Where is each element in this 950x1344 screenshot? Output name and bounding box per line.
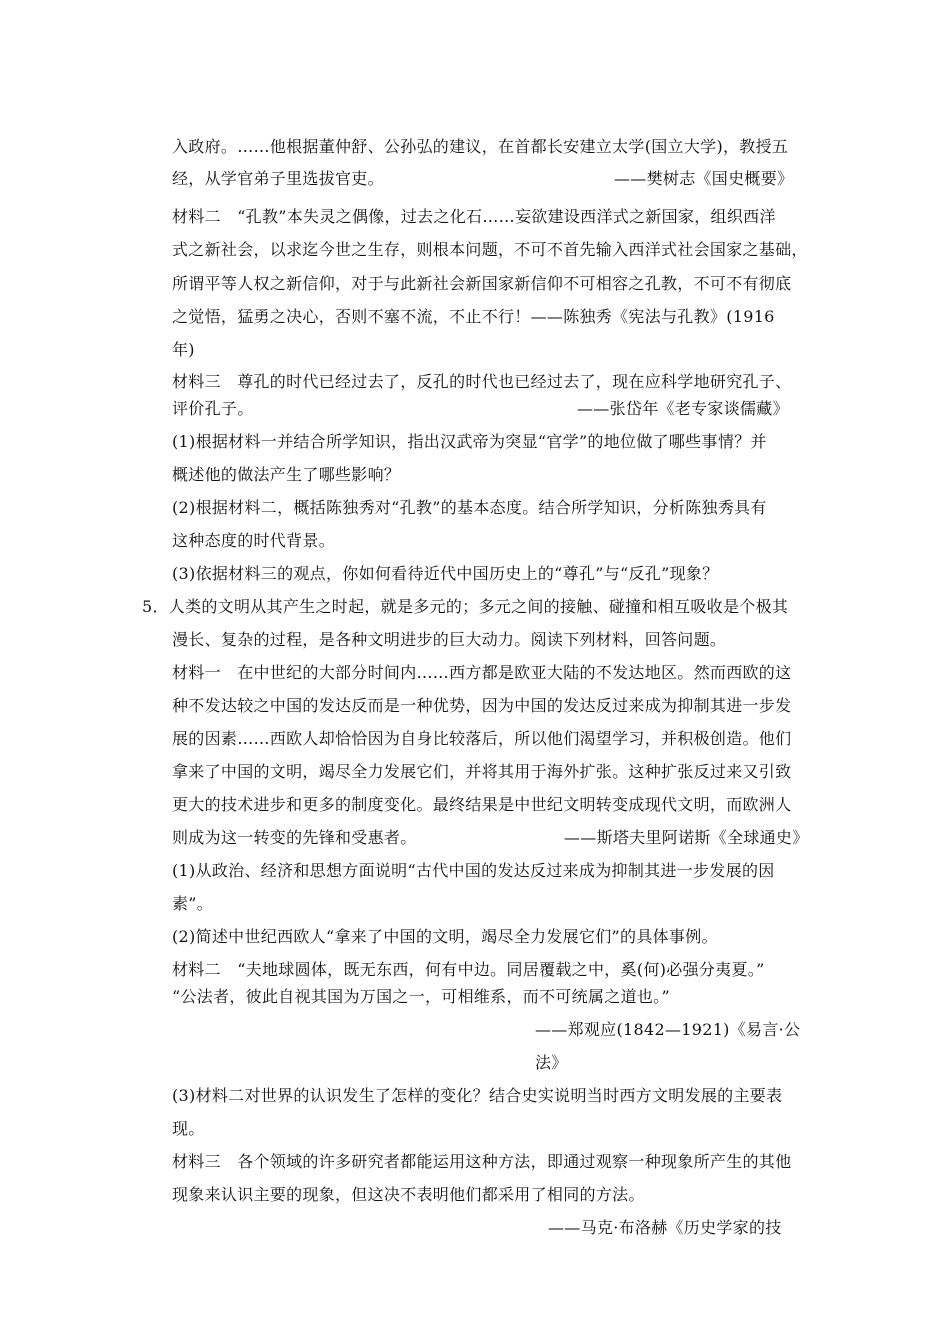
material-heading-line: 材料一 在中世纪的大部分时间内……西方都是欧亚大陆的不发达地区。然而西欧的这 <box>172 663 792 682</box>
material-heading-line: 材料二 “夫地球圆体，既无东西，何有中边。同居覆载之中，奚(何)必强分夷夏。” <box>172 960 765 979</box>
citation: ——斯塔夫里阿诺斯《全球通史》 <box>564 828 809 847</box>
text-line: 更大的技术进步和更多的制度变化。最终结果是中世纪文明转变成现代文明，而欧洲人 <box>172 795 792 814</box>
text-line: 评价孔子。 <box>172 399 254 418</box>
citation: ——樊树志《国史概要》 <box>614 169 794 188</box>
question-line: 概述他的做法产生了哪些影响？ <box>172 465 401 484</box>
material-heading-line: 材料三 各个领域的许多研究者都能运用这种方法，即通过观察一种现象所产生的其他 <box>172 1152 792 1171</box>
text-line: 入政府。……他根据董仲舒、公孙弘的建议，在首都长安建立太学(国立大学)，教授五 <box>172 137 789 156</box>
text-line: 展的因素……西欧人却恰恰因为自身比较落后，所以他们渴望学习，并积极创造。他们 <box>172 729 792 748</box>
question-line: (3)依据材料三的观点，你如何看待近代中国历史上的“尊孔”与“反孔”现象？ <box>172 564 719 583</box>
text-line: 年) <box>172 340 195 359</box>
text-line: 漫长、复杂的过程，是各种文明进步的巨大动力。阅读下列材料，回答问题。 <box>172 630 727 649</box>
text-line: 式之新社会，以求迄今世之生存，则根本问题，不可不首先输入西洋式社会国家之基础， <box>172 240 808 259</box>
material-heading-line: 材料三 尊孔的时代已经过去了，反孔的时代也已经过去了，现在应科学地研究孔子、 <box>172 372 792 391</box>
text-line: 种不发达较之中国的发达反而是一种优势，因为中国的发达反过来成为抑制其进一步发 <box>172 696 792 715</box>
question-line: (2)简述中世纪西欧人“拿来了中国的文明，竭尽全力发展它们”的具体事例。 <box>172 927 718 946</box>
text-line: 所谓平等人权之新信仰，对于与此新社会新国家新信仰不可相容之孔教，不可不有彻底 <box>172 274 792 293</box>
text-line: 拿来了中国的文明，竭尽全力发展它们，并将其用于海外扩张。这种扩张反过来又引致 <box>172 762 792 781</box>
question-line: 素”。 <box>172 894 214 913</box>
question-line: 这种态度的时代背景。 <box>172 531 336 550</box>
text-line: 则成为这一转变的先锋和受惠者。 <box>172 828 417 847</box>
question-5-stem: 5．人类的文明从其产生之时起，就是多元的；多元之间的接触、碰撞和相互吸收是个极其 <box>142 597 789 616</box>
question-line: (2)根据材料二，概括陈独秀对“孔教”的基本态度。结合所学知识，分析陈独秀具有 <box>172 498 767 517</box>
text-line: 之觉悟，猛勇之决心，否则不塞不流，不止不行！——陈独秀《宪法与孔教》(1916 <box>172 307 775 326</box>
question-line: 现。 <box>172 1119 205 1138</box>
citation: ——马克·布洛赫《历史学家的技 <box>548 1218 782 1237</box>
question-line: (1)根据材料一并结合所学知识，指出汉武帝为突显“官学”的地位做了哪些事情？并 <box>172 432 767 451</box>
question-line: (3)材料二对世界的认识发生了怎样的变化？结合史实说明当时西方文明发展的主要表 <box>172 1086 783 1105</box>
citation: 法》 <box>535 1053 568 1072</box>
text-line: “公法者，彼此自视其国为万国之一，可相维系，而不可统属之道也。” <box>172 987 670 1006</box>
material-heading-line: 材料二 “孔教”本失灵之偶像，过去之化石……妄欲建设西洋式之新国家，组织西洋 <box>172 207 776 226</box>
text-line: 经，从学官弟子里选拔官吏。 <box>172 169 384 188</box>
citation: ——郑观应(1842—1921)《易言·公 <box>535 1020 801 1039</box>
text-line: 现象来认识主要的现象，但这决不表明他们都采用了相同的方法。 <box>172 1185 645 1204</box>
citation: ——张岱年《老专家谈儒藏》 <box>577 399 789 418</box>
question-line: (1)从政治、经济和思想方面说明“古代中国的发达反过来成为抑制其进一步发展的因 <box>172 861 775 880</box>
